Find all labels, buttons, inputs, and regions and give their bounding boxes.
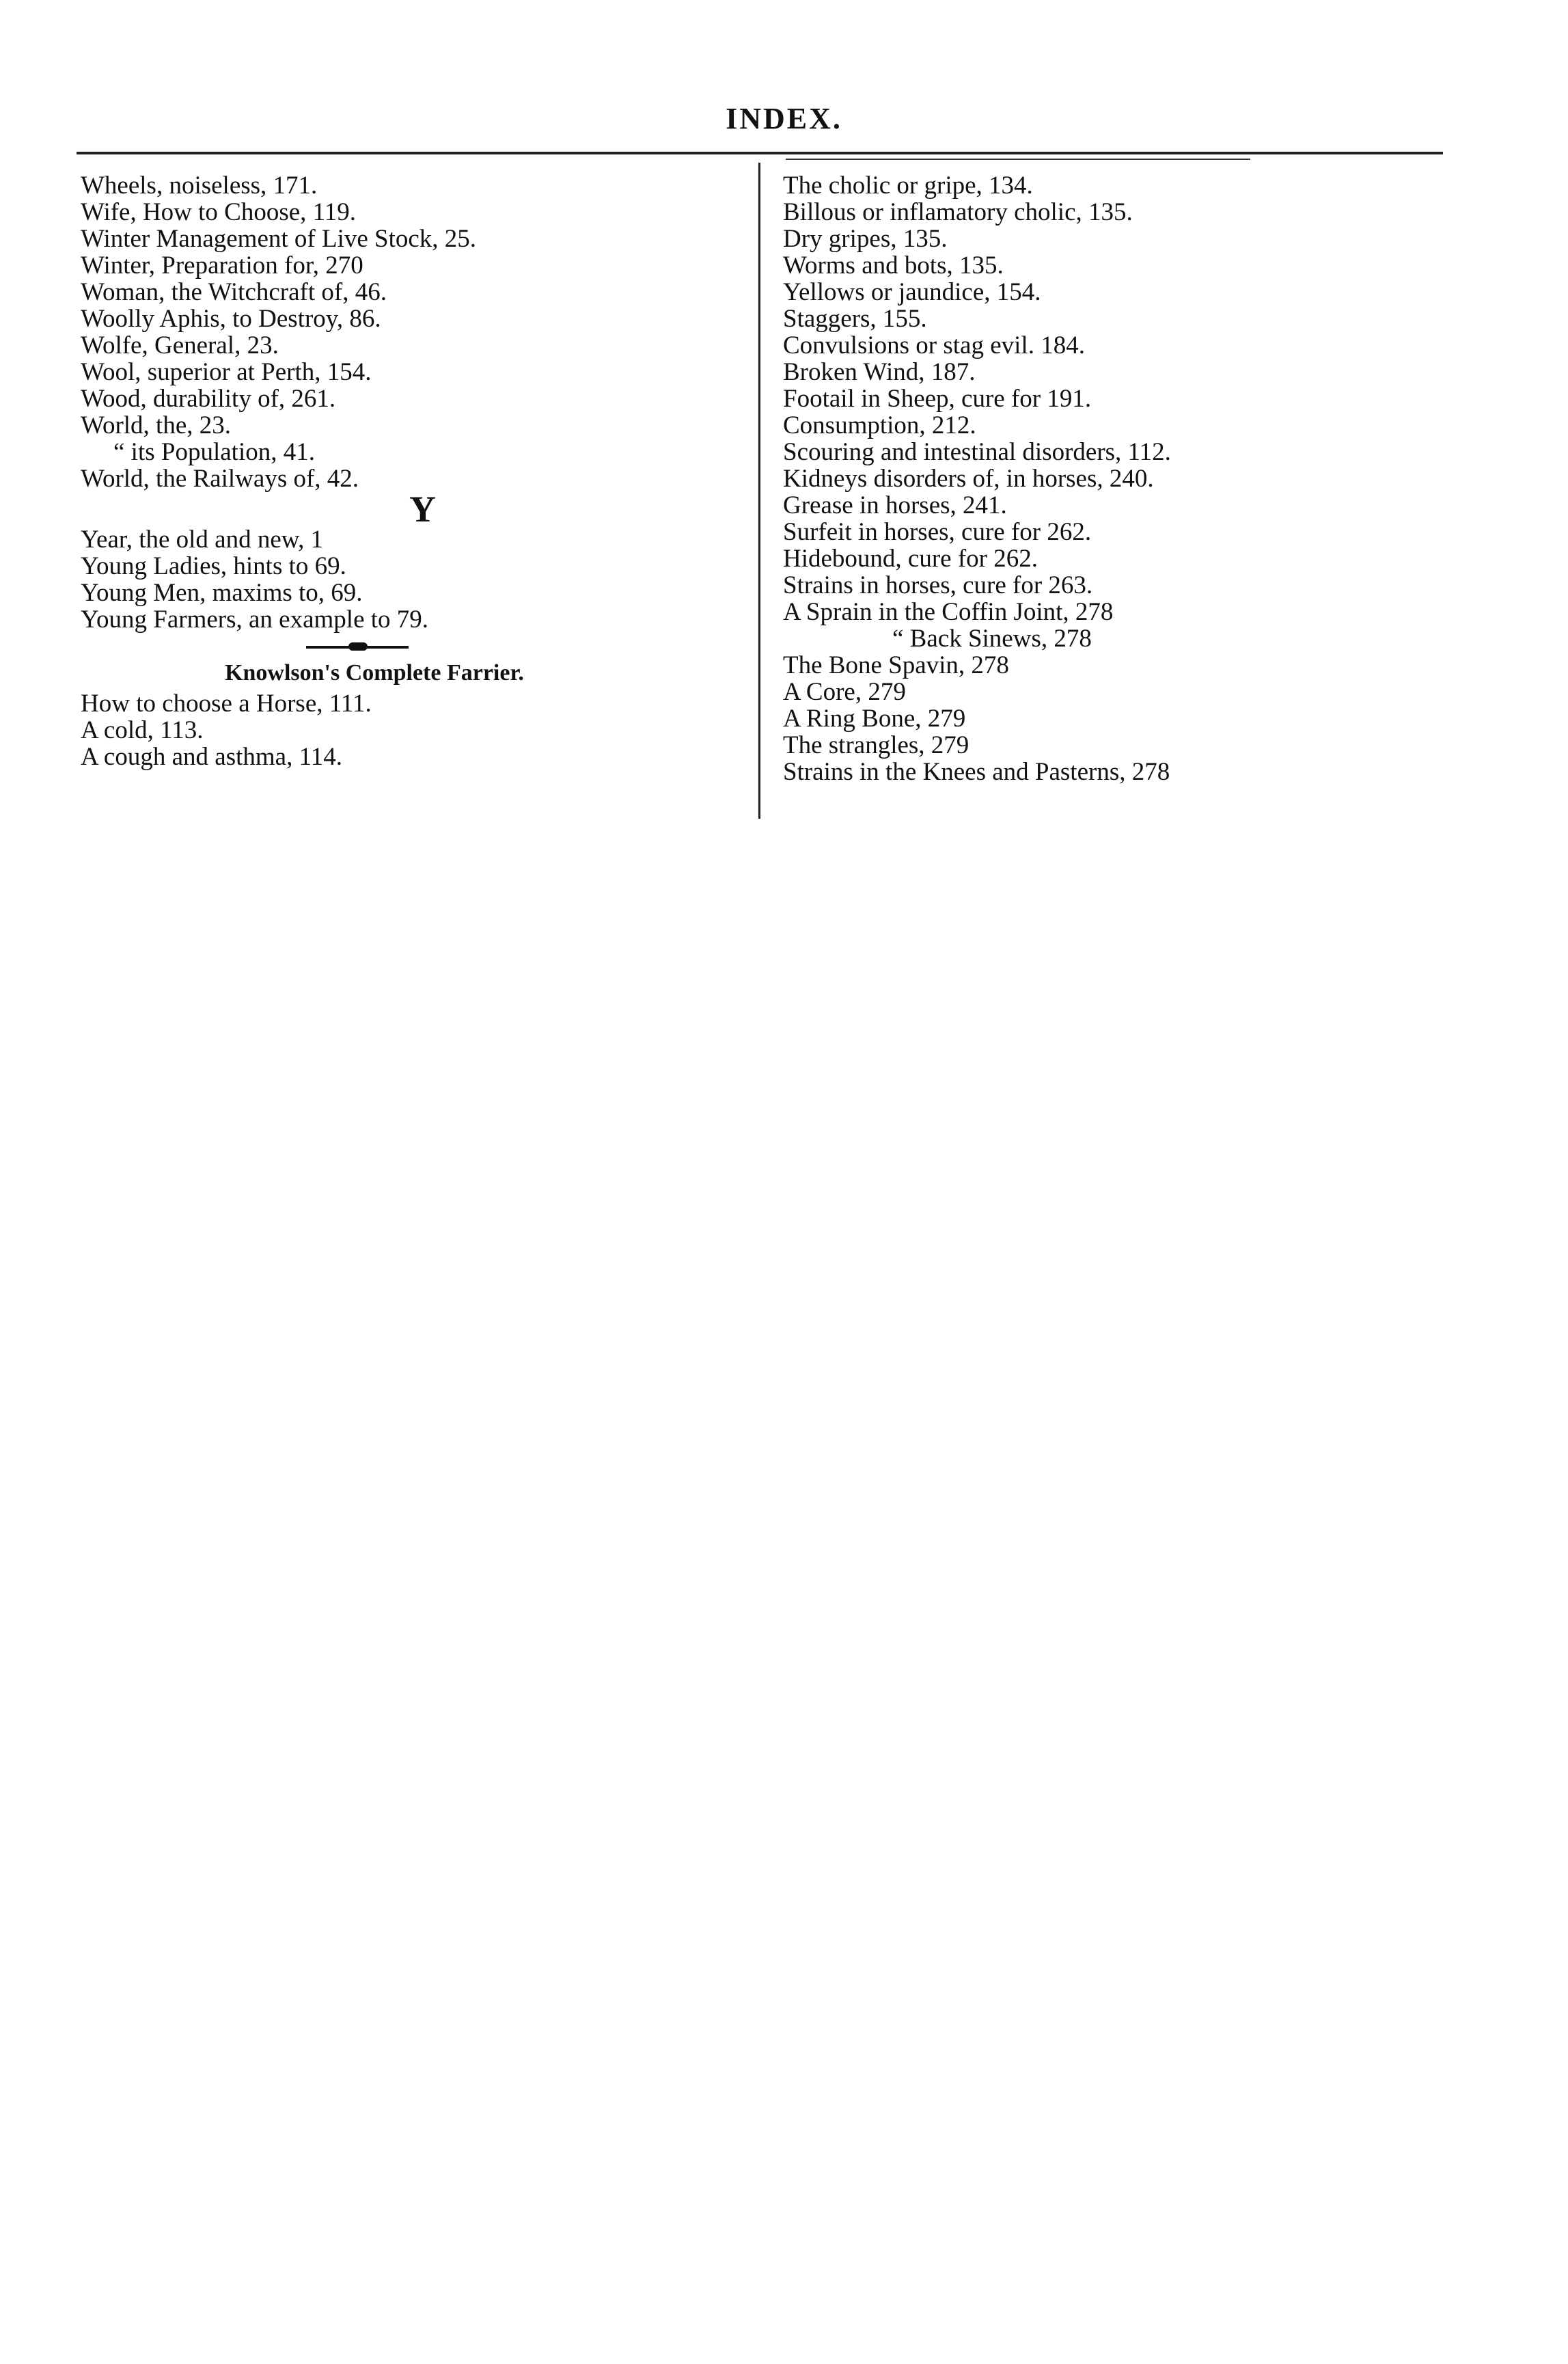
index-entry: Wife, How to Choose, 119. [81,198,357,226]
index-entry: How to choose a Horse, 111. [81,690,372,718]
index-entry: Grease in horses, 241. [783,491,1007,519]
index-entry: A Core, 279 [783,678,906,706]
index-entry: Surfeit in horses, cure for 262. [783,518,1092,546]
index-entry: Worms and bots, 135. [783,252,1004,280]
index-entry: A cold, 113. [81,716,204,744]
index-entry: Footail in Sheep, cure for 191. [783,385,1092,413]
left-column [81,172,737,770]
right-column [783,172,1507,785]
index-entry: Hidebound, cure for 262. [783,545,1038,573]
index-entry: Wheels, noiseless, 171. [81,172,318,200]
index-entry: World, the Railways of, 42. [81,465,359,493]
column-divider [758,163,760,819]
index-entry: The cholic or gripe, 134. [783,172,1033,200]
index-entry: Kidneys disorders of, in horses, 240. [783,465,1154,493]
index-entry: Broken Wind, 187. [783,358,976,386]
spacer [81,633,737,638]
index-entry: Consumption, 212. [783,411,976,439]
header-rule [77,152,1443,154]
index-entry: Young Farmers, an example to 79. [81,606,429,634]
index-entry: Wolfe, General, 23. [81,331,279,359]
index-entry: The strangles, 279 [783,731,969,759]
index-entry: Scouring and intestinal disorders, 112. [783,438,1171,466]
header-rule-thin [786,159,1250,160]
index-entry-ditto: “ its Population, 41. [113,438,315,466]
section-heading: Knowlson's Complete Farrier. [225,660,524,685]
index-entry: Convulsions or stag evil. 184. [783,331,1085,359]
index-entry: Billous or inflamatory cholic, 135. [783,198,1133,226]
index-entry: Wood, durability of, 261. [81,385,336,413]
index-entry: Yellows or jaundice, 154. [783,278,1041,306]
index-entry: A Ring Bone, 279 [783,705,966,733]
index-entry: Staggers, 155. [783,305,927,333]
index-entry: The Bone Spavin, 278 [783,651,1009,679]
index-entry: Year, the old and new, 1 [81,526,324,554]
index-entry: Strains in horses, cure for 263. [783,571,1093,599]
index-entry: Dry gripes, 135. [783,225,948,253]
index-entry: Young Men, maxims to, 69. [81,579,363,607]
index-entry: A cough and asthma, 114. [81,743,342,771]
index-entry: A Sprain in the Coffin Joint, 278 [783,598,1114,626]
index-entry: Strains in the Knees and Pasterns, 278 [783,758,1170,786]
ornamental-separator [81,638,737,656]
index-entry: Winter, Preparation for, 270 [81,252,363,280]
page-title: INDEX. [726,102,842,135]
index-entry: World, the, 23. [81,411,232,439]
index-entry: Woolly Aphis, to Destroy, 86. [81,305,381,333]
index-entry: Winter Management of Live Stock, 25. [81,225,477,253]
index-entry: Wool, superior at Perth, 154. [81,358,372,386]
index-entry-ditto: “ Back Sinews, 278 [892,625,1092,653]
separator-ornament [348,642,368,651]
letter-heading: Y [409,489,436,530]
index-entry: Young Ladies, hints to 69. [81,552,346,580]
index-entry: Woman, the Witchcraft of, 46. [81,278,387,306]
